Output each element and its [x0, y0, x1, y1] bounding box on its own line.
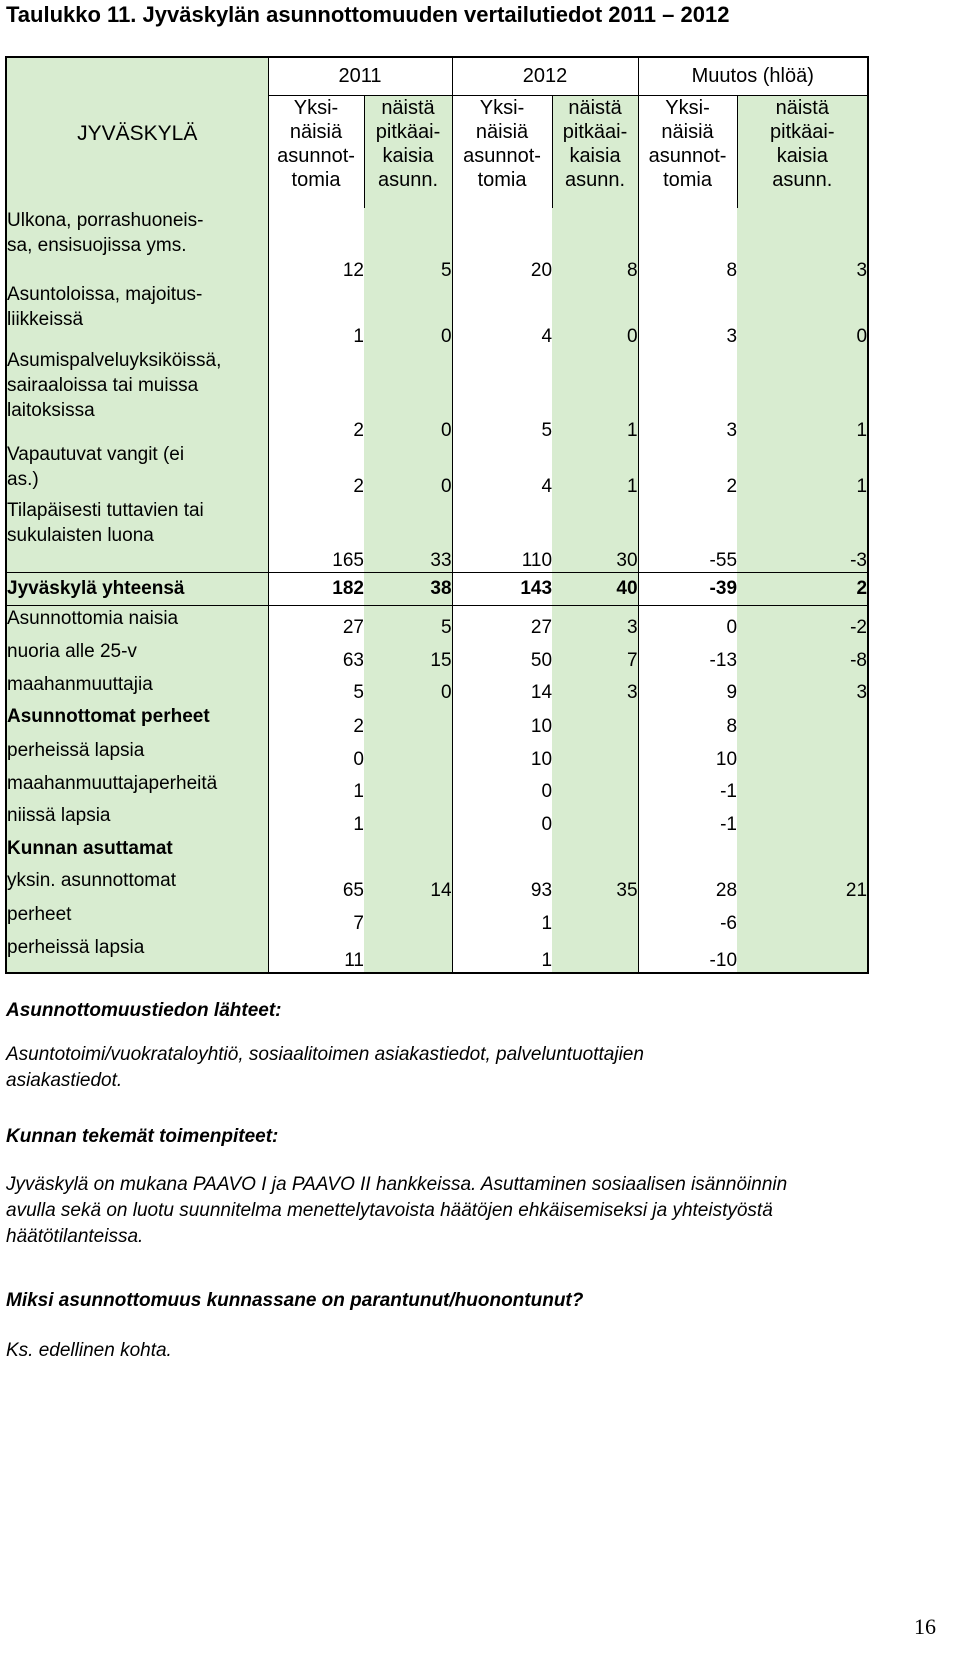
table-cell: 0	[364, 442, 452, 498]
table-cell: 0	[364, 348, 452, 442]
measures-heading: Kunnan tekemät toimenpiteet:	[6, 1126, 279, 1147]
table-row	[6, 605, 868, 639]
table-cell: 1	[541, 913, 553, 934]
table-row	[6, 498, 868, 572]
table-cell	[552, 836, 638, 868]
row-label-line: Ulkona, porrashuoneis-	[7, 210, 204, 231]
table-cell: 0	[353, 749, 364, 770]
table-cell: 1	[353, 781, 364, 802]
table-row	[6, 282, 868, 348]
table-cell: 0	[364, 282, 452, 348]
row-label-line: Asuntoloissa, majoitus-	[7, 284, 203, 305]
table-cell: 2	[353, 420, 364, 441]
row-label-line: Asunnottomat perheet	[7, 706, 210, 727]
table-cell	[552, 803, 638, 836]
row-label-line: perheet	[7, 904, 72, 925]
column-header	[452, 96, 552, 209]
table-cell: 10	[530, 749, 553, 770]
table-cell: 14	[530, 682, 553, 703]
table-cell: 3	[726, 420, 738, 441]
row-label	[6, 935, 268, 973]
column-header-line: asunn.	[772, 169, 833, 191]
table-cell: -13	[709, 650, 738, 671]
table-row	[6, 935, 868, 973]
table-cell: -6	[720, 913, 738, 934]
row-label-line: as.)	[7, 469, 39, 490]
table-row	[6, 836, 868, 868]
column-header-line: asunn.	[564, 169, 626, 191]
table-cell: 21	[737, 868, 868, 902]
table-cell	[737, 803, 868, 836]
table-cell: 5	[364, 208, 452, 282]
table-cell	[737, 836, 868, 868]
table-cell	[737, 935, 868, 973]
year-header-2011: 2011	[268, 57, 452, 96]
table-cell: 1	[452, 935, 552, 973]
table-cell: 27	[268, 605, 364, 639]
column-header-line: näisiä	[475, 121, 529, 143]
row-label	[6, 572, 268, 605]
row-label	[6, 738, 268, 771]
table-cell: 1	[552, 348, 638, 442]
table-cell: 0	[638, 605, 737, 639]
sources-heading: Asunnottomuustiedon lähteet:	[6, 1000, 282, 1021]
table-cell	[737, 771, 868, 803]
column-header-line: asunn.	[377, 169, 439, 191]
table-cell	[552, 704, 638, 738]
row-label	[6, 803, 268, 836]
table-cell	[737, 902, 868, 935]
table-cell: 182	[268, 572, 364, 605]
table-caption: Taulukko 11. Jyväskylän asunnottomuuden vertailutiedot 2011 – 2012	[6, 2, 730, 27]
table-cell: 4	[541, 326, 553, 347]
table-cell	[737, 704, 868, 738]
table-cell: 12	[342, 260, 364, 281]
column-header	[268, 96, 364, 209]
table-cell: -55	[709, 549, 738, 571]
table-cell: 50	[530, 650, 553, 671]
row-label	[6, 902, 268, 935]
table-cell: 8	[726, 716, 738, 737]
table-cell: 1	[552, 442, 638, 498]
row-label-line: Tilapäisesti tuttavien tai	[7, 500, 204, 521]
table-cell: 5	[364, 605, 452, 639]
table-cell	[364, 836, 452, 868]
year-header-2012: 2012	[452, 57, 638, 96]
table-row	[6, 442, 868, 498]
sources-text	[6, 1042, 644, 1094]
table-cell: 8	[552, 208, 638, 282]
total-row	[6, 572, 868, 605]
table-cell: -39	[638, 572, 737, 605]
table-cell: 1	[737, 442, 868, 498]
table-row	[6, 771, 868, 803]
table-cell: 38	[364, 572, 452, 605]
column-header-line: kaisia	[382, 145, 434, 167]
year-header-change: Muutos (hlöä)	[638, 57, 868, 96]
table-cell	[364, 803, 452, 836]
table-cell: 1	[353, 326, 364, 347]
table-cell	[552, 902, 638, 935]
table-cell: 0	[364, 672, 452, 704]
table-cell: 65	[342, 880, 364, 901]
table-cell: 33	[364, 498, 452, 572]
question-section	[6, 1290, 583, 1364]
table-cell	[364, 704, 452, 738]
table-cell: 9	[726, 682, 738, 703]
row-label-line: nuoria alle 25-v	[7, 641, 137, 662]
column-header-line: näistä	[568, 97, 622, 119]
table-cell: 5	[353, 682, 364, 703]
column-header-line: tomia	[663, 169, 712, 191]
column-header-line: Yksi-	[479, 97, 525, 119]
table-cell: -1	[720, 781, 738, 802]
table-row	[6, 738, 868, 771]
table-cell: 28	[715, 880, 738, 901]
table-cell	[364, 902, 452, 935]
table-cell: 15	[364, 639, 452, 672]
column-header-line: Yksi-	[665, 97, 710, 119]
column-header	[364, 96, 452, 209]
column-header-line: asunnot-	[277, 145, 355, 167]
sources-line: Asuntotoimi/vuokrataloyhtiö, sosiaalitoimen asiakastiedot, palveluntuottajien	[6, 1044, 644, 1065]
table-cell: 165	[332, 549, 364, 571]
row-label-line: Kunnan asuttamat	[7, 838, 173, 859]
table-cell: 93	[530, 880, 553, 901]
measures-line: Jyväskylä on mukana PAAVO I ja PAAVO II hankkeissa. Asuttaminen sosiaalisen isännöinnin	[6, 1174, 788, 1195]
row-label-line: perheissä lapsia	[7, 740, 145, 761]
table-cell: 40	[552, 572, 638, 605]
table-cell: -2	[737, 605, 868, 639]
table-cell: 3	[737, 208, 868, 282]
table-cell: 143	[452, 572, 552, 605]
table-row	[6, 902, 868, 935]
row-label	[6, 282, 268, 348]
table-cell	[552, 935, 638, 973]
table-row	[6, 868, 868, 902]
question-heading: Miksi asunnottomuus kunnassane on parantunut/huonontunut?	[6, 1290, 584, 1311]
column-header-line: näisiä	[661, 121, 714, 143]
row-label	[6, 868, 268, 902]
table-cell: -10	[638, 935, 737, 973]
row-label-line: Asunnottomia naisia	[7, 607, 179, 629]
table-cell	[552, 771, 638, 803]
table-cell	[364, 771, 452, 803]
table-cell	[452, 836, 552, 868]
measures-text	[6, 1172, 787, 1250]
table-cell	[364, 738, 452, 771]
row-label-line: Vapautuvat vangit (ei	[7, 444, 185, 465]
sources-section	[6, 1000, 644, 1094]
row-label	[6, 704, 268, 738]
row-label-line: maahanmuuttajaperheitä	[7, 773, 218, 794]
table-cell: 0	[541, 814, 553, 835]
table-cell	[552, 738, 638, 771]
column-header	[552, 96, 638, 209]
row-label-line: laitoksissa	[7, 400, 95, 421]
table-row	[6, 208, 868, 282]
table-cell: 10	[715, 749, 738, 770]
row-label-line: yksin. asunnottomat	[7, 870, 176, 891]
table-cell	[638, 836, 737, 868]
table-cell: 27	[452, 605, 552, 639]
table-cell: 30	[552, 498, 638, 572]
question-answer: Ks. edellinen kohta.	[6, 1340, 172, 1361]
column-header-line: kaisia	[569, 145, 621, 167]
table-cell: 1	[353, 814, 364, 835]
table-cell: 2	[353, 476, 364, 497]
column-header-line: pitkäai-	[375, 121, 441, 143]
row-label-line: sukulaisten luona	[7, 525, 154, 546]
measures-line: häätötilanteissa.	[6, 1226, 144, 1247]
measures-section	[6, 1126, 787, 1250]
column-header-line: asunnot-	[463, 145, 541, 167]
column-header-line: pitkäai-	[562, 121, 628, 143]
table-row	[6, 672, 868, 704]
column-header-line: kaisia	[776, 145, 828, 167]
table-cell: 3	[737, 672, 868, 704]
row-label-line: liikkeissä	[7, 309, 84, 330]
measures-line: avulla sekä on luotu suunnitelma menettelytavoista häätöjen ehkäisemiseksi ja yhteistyöstä	[6, 1200, 773, 1221]
table-cell: 0	[552, 282, 638, 348]
table-cell: 63	[342, 650, 364, 671]
table-cell: -1	[720, 814, 738, 835]
table-cell: 7	[353, 913, 364, 934]
column-header-line: pitkäai-	[770, 121, 835, 143]
row-label	[6, 208, 268, 282]
row-label	[6, 672, 268, 704]
table-cell	[737, 738, 868, 771]
column-header-line: näistä	[775, 97, 829, 119]
column-header	[737, 96, 868, 209]
table-row	[6, 348, 868, 442]
table-cell: 10	[530, 716, 553, 737]
column-header-line: tomia	[477, 169, 527, 191]
table-cell: 5	[541, 420, 553, 441]
table-row	[6, 803, 868, 836]
row-label-line: Asumispalveluyksiköissä,	[7, 350, 222, 371]
table-cell: 110	[521, 549, 553, 571]
column-header-line: Yksi-	[293, 97, 339, 119]
table-cell: 7	[552, 639, 638, 672]
table-cell: 0	[737, 282, 868, 348]
row-label-line: maahanmuuttajia	[7, 674, 153, 695]
comparison-table	[5, 56, 869, 974]
table-corner-label: JYVÄSKYLÄ	[6, 57, 268, 208]
table-cell: 8	[726, 260, 738, 281]
row-label-line: niissä lapsia	[7, 805, 111, 826]
table-cell: 0	[541, 781, 553, 802]
column-header-line: asunnot-	[648, 145, 727, 167]
table-cell: -3	[737, 498, 868, 572]
table-cell: 20	[530, 260, 553, 281]
table-row	[6, 639, 868, 672]
row-label-line: sairaaloissa tai muissa	[7, 375, 199, 396]
row-label-line: Jyväskylä yhteensä	[7, 578, 185, 599]
sources-line: asiakastiedot.	[6, 1070, 123, 1091]
column-header-line: tomia	[291, 169, 341, 191]
table-cell: 3	[552, 605, 638, 639]
table-cell	[364, 935, 452, 973]
table-cell: 35	[552, 868, 638, 902]
row-label	[6, 605, 268, 639]
table-cell: -8	[737, 639, 868, 672]
row-label	[6, 498, 268, 572]
page-number: 16	[914, 1614, 936, 1639]
table-cell: 4	[541, 476, 553, 497]
row-label-line: perheissä lapsia	[7, 937, 145, 958]
table-cell: 11	[268, 935, 364, 973]
row-label	[6, 771, 268, 803]
table-cell: 2	[737, 572, 868, 605]
table-row	[6, 704, 868, 738]
row-label	[6, 836, 268, 868]
table-cell: 1	[737, 348, 868, 442]
column-header-line: näisiä	[289, 121, 343, 143]
row-label	[6, 348, 268, 442]
table-cell: 3	[726, 326, 738, 347]
table-cell	[268, 836, 364, 868]
row-label	[6, 639, 268, 672]
table-cell: 2	[726, 476, 738, 497]
row-label	[6, 442, 268, 498]
column-header	[638, 96, 737, 209]
table-cell: 14	[364, 868, 452, 902]
table-cell: 3	[552, 672, 638, 704]
row-label-line: sa, ensisuojissa yms.	[7, 235, 187, 256]
column-header-line: näistä	[381, 97, 435, 119]
table-cell: 2	[353, 716, 364, 737]
